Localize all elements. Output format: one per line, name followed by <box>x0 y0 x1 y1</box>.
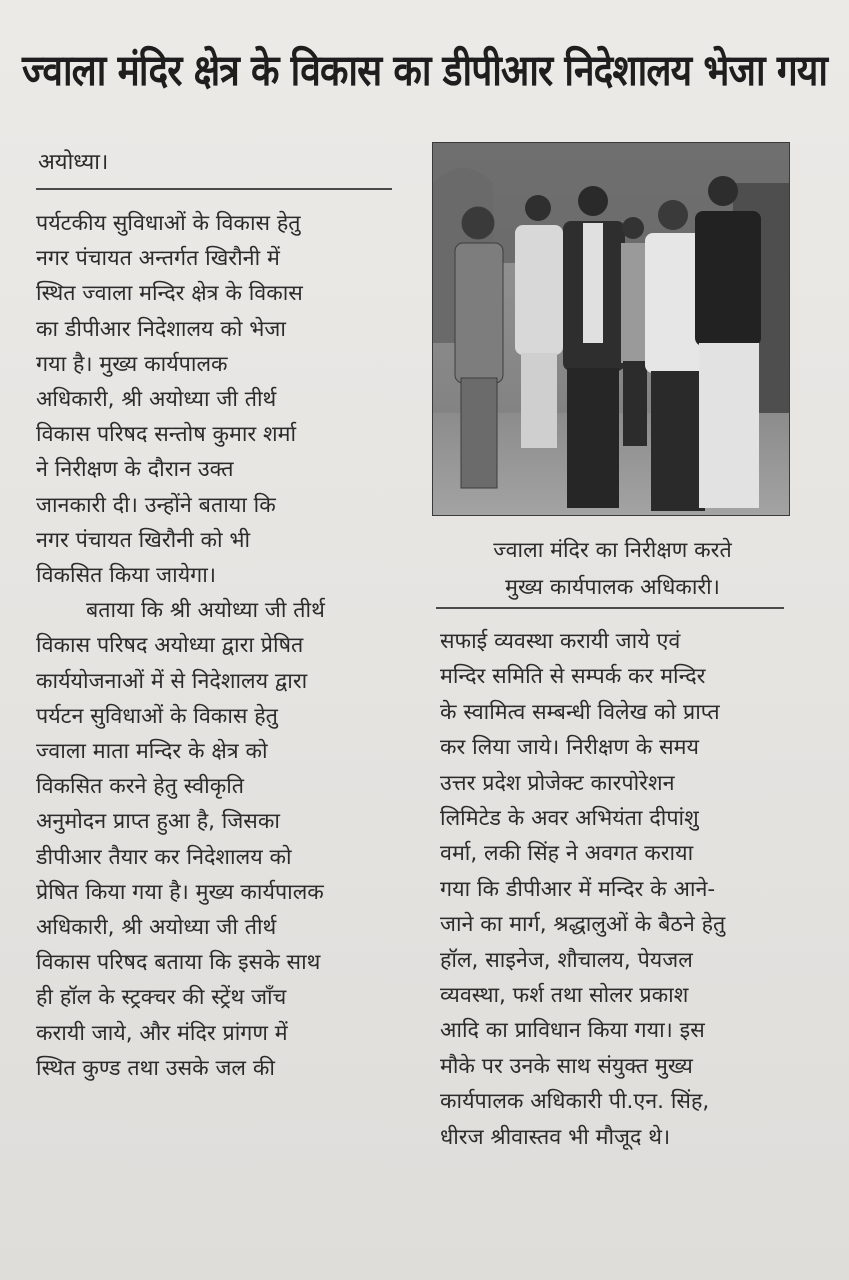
headline: ज्वाला मंदिर क्षेत्र के विकास का डीपीआर निदेशालय भेजा गया <box>22 46 828 96</box>
text-line: कर लिया जाये। निरीक्षण के समय <box>440 735 699 761</box>
text-line: का डीपीआर निदेशालय को भेजा <box>36 316 286 342</box>
text-line: करायी जाये, और मंदिर प्रांगण में <box>36 1020 288 1046</box>
text-line: विकसित करने हेतु स्वीकृति <box>36 774 245 800</box>
caption-rule <box>436 607 784 609</box>
text-line: नगर पंचायत अन्तर्गत खिरौनी में <box>36 246 280 272</box>
text-line: अधिकारी, श्री अयोध्या जी तीर्थ <box>36 915 277 941</box>
text-line: स्थित ज्वाला मन्दिर क्षेत्र के विकास <box>36 281 303 307</box>
text-line: मन्दिर समिति से सम्पर्क कर मन्दिर <box>440 664 706 690</box>
text-line: आदि का प्राविधान किया गया। इस <box>440 1018 705 1044</box>
news-photo <box>432 142 790 516</box>
text-line: पर्यटकीय सुविधाओं के विकास हेतु <box>36 211 301 236</box>
text-line-indent: बताया कि श्री अयोध्या जी तीर्थ <box>86 598 325 624</box>
text-line: विकास परिषद बताया कि इसके साथ <box>36 950 321 976</box>
text-line: डीपीआर तैयार कर निदेशालय को <box>36 844 292 870</box>
text-line: लिमिटेड के अवर अभियंता दीपांशु <box>440 806 699 832</box>
text-line: हॉल, साइनेज, शौचालय, पेयजल <box>440 947 693 973</box>
text-line: विकास परिषद सन्तोष कुमार शर्मा <box>36 422 297 448</box>
inspection-photo-illustration <box>433 143 789 515</box>
text-line: वर्मा, लकी सिंह ने अवगत कराया <box>440 841 694 867</box>
text-line: धीरज श्रीवास्तव भी मौजूद थे। <box>440 1124 671 1150</box>
text-line: स्थित कुण्ड तथा उसके जल की <box>36 1055 275 1081</box>
text-line: ही हॉल के स्ट्रक्चर की स्ट्रेंथ जाँच <box>36 985 287 1011</box>
text-line: व्यवस्था, फर्श तथा सोलर प्रकाश <box>440 983 689 1009</box>
text-line: के स्वामित्व सम्बन्धी विलेख को प्राप्त <box>440 699 720 725</box>
dateline-rule <box>36 188 392 190</box>
text-line: अधिकारी, श्री अयोध्या जी तीर्थ <box>36 387 277 413</box>
text-line: प्रेषित किया गया है। मुख्य कार्यपालक <box>36 879 324 905</box>
caption-line: ज्वाला मंदिर का निरीक्षण करते <box>493 538 732 563</box>
text-line: गया कि डीपीआर में मन्दिर के आने- <box>440 876 716 902</box>
text-line: सफाई व्यवस्था करायी जाये एवं <box>440 629 681 654</box>
text-line: अनुमोदन प्राप्त हुआ है, जिसका <box>36 809 280 835</box>
text-line: विकसित किया जायेगा। <box>36 563 216 589</box>
text-line: मौके पर उनके साथ संयुक्त मुख्य <box>440 1053 693 1079</box>
text-line: विकास परिषद अयोध्या द्वारा प्रेषित <box>36 633 304 659</box>
text-line: नगर पंचायत खिरौनी को भी <box>36 527 251 553</box>
photo-caption <box>440 532 785 606</box>
text-line: कार्ययोजनाओं में से निदेशालय द्वारा <box>36 668 308 694</box>
text-line: गया है। मुख्य कार्यपालक <box>36 351 228 377</box>
dateline: अयोध्या। <box>38 150 109 175</box>
text-line: उत्तर प्रदेश प्रोजेक्ट कारपोरेशन <box>440 770 675 796</box>
caption-line: मुख्य कार्यपालक अधिकारी। <box>505 575 720 600</box>
text-line: पर्यटन सुविधाओं के विकास हेतु <box>36 703 278 729</box>
text-line: जाने का मार्ग, श्रद्धालुओं के बैठने हेतु <box>440 912 726 938</box>
text-line: जानकारी दी। उन्होंने बताया कि <box>36 492 276 518</box>
text-line: ने निरीक्षण के दौरान उक्त <box>36 457 234 483</box>
text-line: ज्वाला माता मन्दिर के क्षेत्र को <box>36 739 268 765</box>
left-column-text <box>36 206 404 1086</box>
right-column-text <box>440 624 796 1155</box>
text-line: कार्यपालक अधिकारी पी.एन. सिंह, <box>440 1089 710 1115</box>
